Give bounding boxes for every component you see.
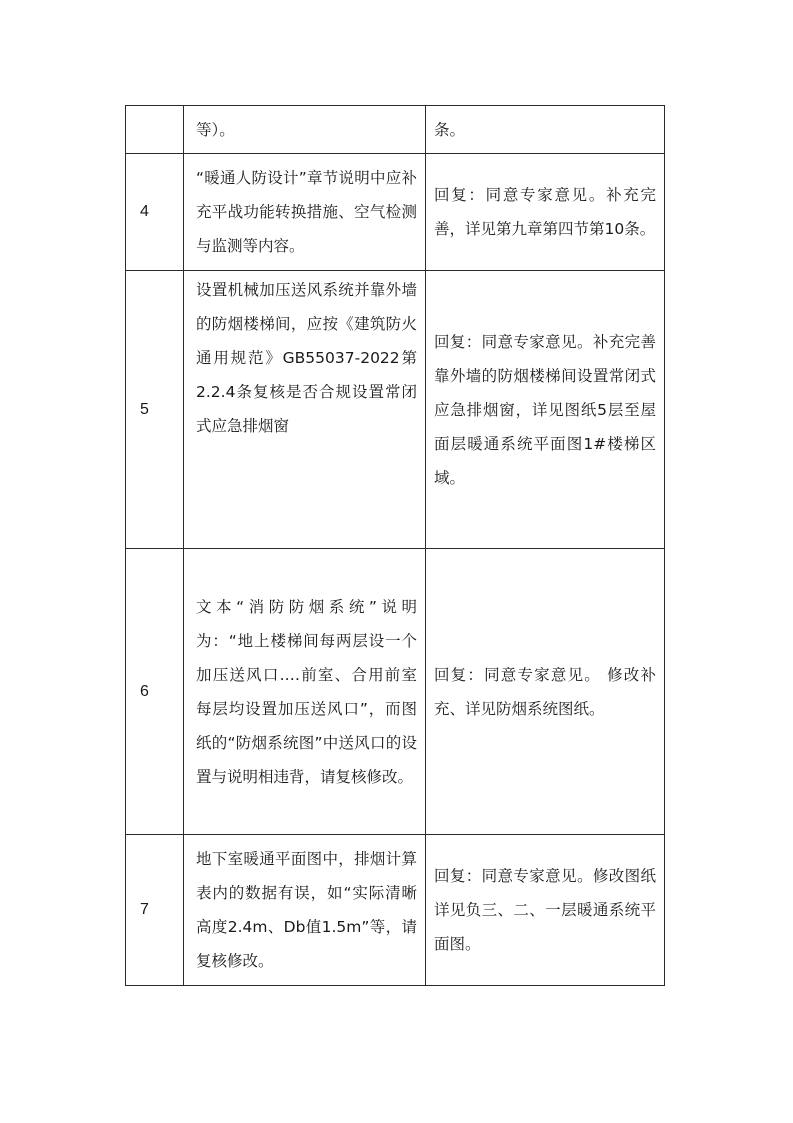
issue-text: 地下室暖通平面图中，排烟计算表内的数据有误，如“实际清晰高度2.4m、Db值1.5m”等，请复核修改。 — [196, 850, 417, 970]
table-row — [126, 154, 665, 271]
reply-text: 条。 — [434, 120, 466, 139]
issue-text: 等）。 — [196, 120, 235, 139]
reply-cell — [426, 271, 665, 549]
issue-cell — [184, 271, 426, 549]
reply-cell — [426, 835, 665, 986]
table-row — [126, 271, 665, 549]
row-number: 4 — [140, 203, 149, 220]
table-row — [126, 106, 665, 154]
table-row — [126, 835, 665, 986]
reply-cell — [426, 106, 665, 154]
reply-text: 回复：同意专家意见。补充完善，详见第九章第四节第10条。 — [434, 186, 656, 238]
row-number-cell — [126, 271, 184, 549]
reply-cell — [426, 549, 665, 835]
row-number-cell — [126, 549, 184, 835]
reply-text: 回复：同意专家意见。修改图纸详见负三、二、一层暖通系统平面图。 — [434, 867, 656, 953]
reply-text: 回复：同意专家意见。补充完善靠外墙的防烟楼梯间设置常闭式应急排烟窗，详见图纸5层至屋面层暖通系统平面图1#楼梯区域。 — [434, 332, 656, 487]
table-row — [126, 549, 665, 835]
issue-cell — [184, 154, 426, 271]
issue-cell — [184, 549, 426, 835]
reply-text: 回复：同意专家意见。 修改补充、详见防烟系统图纸。 — [434, 665, 656, 718]
issue-text: 设置机械加压送风系统并靠外墙的防烟楼梯间，应按《建筑防火通用规范》GB55037-2022第2.2.4条复核是否合规设置常闭式应急排烟窗 — [196, 281, 417, 435]
issue-cell — [184, 106, 426, 154]
review-response-table — [125, 105, 665, 986]
row-number-cell — [126, 154, 184, 271]
row-number: 6 — [140, 682, 149, 700]
issue-cell — [184, 835, 426, 986]
issue-text: 文本“消防防烟系统”说明为：“地上楼梯间每两层设一个加压送风口.…前室、合用前室每层均设置加压送风口”，而图纸的“防烟系统图”中送风口的设置与说明相违背，请复核修改。 — [196, 597, 417, 786]
reply-cell — [426, 154, 665, 271]
row-number: 5 — [140, 400, 149, 418]
row-number-cell — [126, 106, 184, 154]
row-number: 7 — [140, 901, 149, 918]
issue-text: “暖通人防设计”章节说明中应补充平战功能转换措施、空气检测与监测等内容。 — [196, 169, 417, 255]
row-number-cell — [126, 835, 184, 986]
